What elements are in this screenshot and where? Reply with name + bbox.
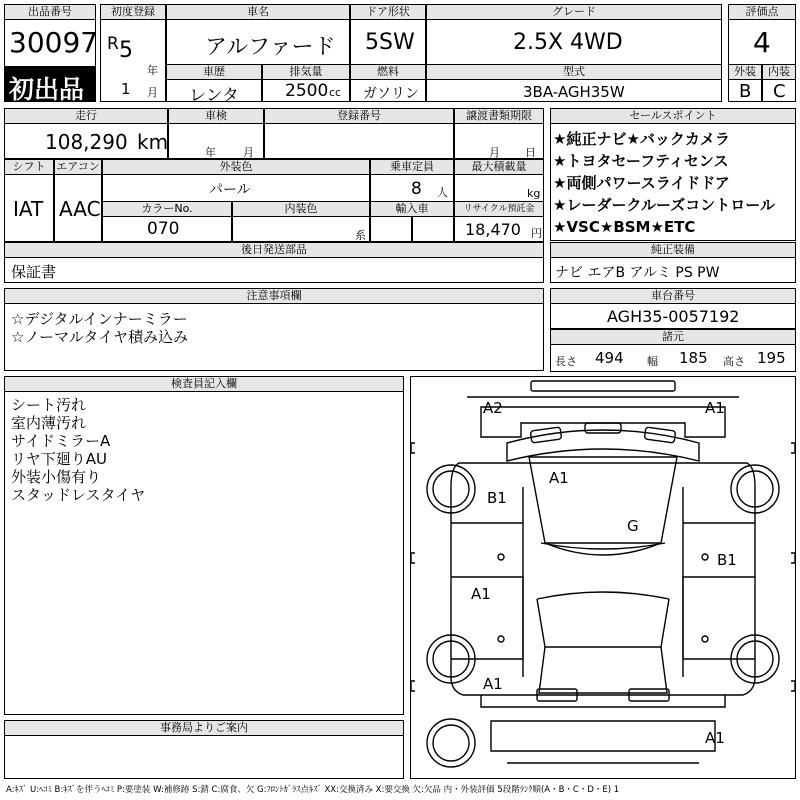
- first-listing-badge: [4, 66, 96, 102]
- width: 185: [679, 349, 708, 367]
- inspector-item: 室内薄汚れ: [11, 414, 87, 432]
- damage-mark: A1: [705, 729, 725, 747]
- km-unit: km: [137, 130, 169, 154]
- color-no-header: カラーNo.: [102, 201, 232, 217]
- selling-point: ★トヨタセーフティセンス: [553, 152, 729, 170]
- car-name-cell: [166, 19, 350, 65]
- lot-number-cell: [4, 19, 99, 67]
- inspector-item: リヤ下廻りAU: [11, 450, 107, 468]
- int-color-unit: 系: [355, 229, 366, 242]
- chassis-header: 車台番号: [550, 288, 796, 304]
- displacement-cell: [262, 79, 350, 102]
- insp-year-unit: 年: [205, 146, 216, 159]
- damage-mark: A1: [549, 469, 569, 487]
- selling-points-list: [550, 123, 796, 241]
- plate-header: 登録番号: [264, 108, 454, 124]
- car-name-header: 車名: [166, 4, 350, 20]
- exterior-header: 外装: [728, 64, 762, 80]
- later-parts-header: 後日発送部品: [4, 242, 544, 258]
- later-parts-cell: [4, 257, 544, 283]
- lot-number: 30097: [9, 26, 99, 59]
- equipment: ナビ エアB アルミ PS PW: [555, 265, 720, 281]
- transfer-cell: [454, 123, 544, 159]
- first-listing-label: 初出品: [9, 75, 85, 104]
- transfer-header: 譲渡書類期限: [454, 108, 544, 124]
- length-label: 長さ: [555, 355, 577, 368]
- width-label: 幅: [647, 355, 658, 368]
- history: レンタ: [189, 86, 239, 106]
- damage-mark: A1: [483, 675, 503, 693]
- interior-cell: [762, 79, 796, 102]
- selling-point: ★VSC★BSM★ETC: [553, 218, 696, 236]
- shift-header: シフト: [4, 159, 54, 175]
- fuel: ガソリン: [363, 86, 419, 102]
- note-item: ☆デジタルインナーミラー: [11, 310, 188, 328]
- int-color-header: 内装色: [232, 201, 370, 217]
- inspection-cell: [168, 123, 264, 159]
- chassis-number: AGH35-0057192: [607, 307, 740, 326]
- inspector-notes: [4, 391, 404, 715]
- mileage-cell: [4, 123, 168, 159]
- score-header: 評価点: [728, 4, 796, 20]
- reg-date-header: 初度登録: [100, 4, 166, 20]
- ac-header: エアコン: [54, 159, 102, 175]
- capacity-cell: [370, 174, 454, 202]
- mileage-header: 走行: [4, 108, 168, 124]
- office-cell: [4, 735, 404, 779]
- inspector-header: 検査員記入欄: [4, 376, 404, 392]
- ext-color-cell: [102, 174, 370, 202]
- color-no-cell: [102, 216, 232, 242]
- max-load-unit: kg: [527, 187, 541, 200]
- notes-cell: [4, 303, 544, 371]
- displacement: 2500: [285, 81, 329, 101]
- legend: A:ｷｽﾞ U:ﾍｺﾐ B:ｷｽﾞを伴うﾍｺﾐ P:要塗装 W:補修跡 S:錆 C:腐食、欠 G:ﾌﾛﾝﾄｶﾞﾗｽ点ｷｽﾞ XX:交換済み X:要交換 欠:欠品 内・外装評価 5段階ﾗﾝｸ順(A・B・C・D・E) 1: [6, 785, 620, 795]
- specs-header: 諸元: [550, 329, 796, 345]
- import-cell-b: [412, 216, 454, 242]
- history-header: 車歴: [166, 64, 262, 80]
- inspector-item: スタッドレスタイヤ: [11, 486, 146, 504]
- import-header: 輸入車: [370, 201, 454, 217]
- model-code: 3BA-AGH35W: [523, 83, 625, 101]
- capacity-unit: 人: [437, 186, 448, 199]
- shift-cell: [4, 174, 54, 242]
- recycle-fee: 18,470: [465, 220, 521, 239]
- damage-mark: B1: [717, 551, 737, 569]
- selling-point: ★レーダークルーズコントロール: [553, 196, 775, 214]
- ext-color: パール: [209, 182, 251, 198]
- selling-point: ★純正ナビ★バックカメラ: [553, 130, 730, 148]
- interior-grade: C: [773, 81, 786, 102]
- score-cell: [728, 19, 796, 65]
- car-outline-diagram: [411, 377, 795, 778]
- exterior-grade: B: [739, 81, 752, 102]
- recycle-header: リサイクル預託金: [454, 201, 544, 217]
- door-type: 5SW: [365, 30, 415, 55]
- damage-mark: A1: [471, 585, 491, 603]
- height: 195: [757, 349, 786, 367]
- shift: IAT: [13, 197, 44, 221]
- equipment-cell: [550, 257, 796, 283]
- inspector-item: サイドミラーA: [11, 432, 111, 450]
- model-cell: [426, 79, 722, 102]
- fuel-cell: [350, 79, 426, 102]
- equipment-header: 純正装備: [550, 242, 796, 258]
- reg-date-cell: [100, 19, 166, 102]
- insp-month-unit: 月: [243, 146, 254, 159]
- score: 4: [753, 26, 771, 59]
- ac-cell: [54, 174, 102, 242]
- transfer-day-unit: 日: [525, 146, 536, 159]
- interior-header: 内装: [762, 64, 796, 80]
- door-cell: [350, 19, 426, 65]
- inspection-header: 車検: [168, 108, 264, 124]
- displacement-header: 排気量: [262, 64, 350, 80]
- reg-year-unit: 年: [147, 64, 158, 77]
- chassis-cell: [550, 303, 796, 329]
- grade-cell: [426, 19, 722, 65]
- recycle-cell: [454, 216, 544, 242]
- mileage: 108,290: [45, 130, 128, 154]
- car-name: アルファード: [205, 35, 336, 60]
- damage-mark: A2: [483, 399, 503, 417]
- ext-color-header: 外装色: [102, 159, 370, 175]
- max-load-header: 最大積載量: [454, 159, 544, 175]
- inspector-item: 外装小傷有り: [11, 468, 102, 486]
- selling-points-header: セールスポイント: [550, 108, 796, 124]
- int-color-cell: [232, 216, 370, 242]
- transfer-month-unit: 月: [489, 146, 500, 159]
- length: 494: [595, 349, 624, 367]
- damage-diagram: [410, 376, 796, 779]
- office-header: 事務局よりご案内: [4, 720, 404, 736]
- grade-header: グレード: [426, 4, 722, 20]
- selling-point: ★両側パワースライドドア: [553, 174, 730, 192]
- lot-number-header: 出品番号: [4, 4, 96, 20]
- capacity: 8: [411, 179, 422, 199]
- reg-year: 5: [119, 38, 133, 63]
- reg-month-unit: 月: [147, 86, 158, 99]
- reg-month: 1: [121, 80, 131, 98]
- damage-mark: A1: [705, 399, 725, 417]
- later-parts: 保証書: [11, 263, 57, 281]
- height-label: 高さ: [723, 355, 745, 368]
- ac: AAC: [59, 197, 101, 221]
- door-header: ドア形状: [350, 4, 426, 20]
- cc-unit: cc: [329, 86, 342, 99]
- specs-cell: [550, 344, 796, 372]
- import-cell-a: [370, 216, 412, 242]
- note-item: ☆ノーマルタイヤ積み込み: [11, 328, 189, 346]
- plate-cell: [264, 123, 454, 159]
- grade: 2.5X 4WD: [513, 30, 623, 55]
- capacity-header: 乗車定員: [370, 159, 454, 175]
- reg-era: R: [107, 34, 119, 54]
- fuel-header: 燃料: [350, 64, 426, 80]
- max-load-cell: [454, 174, 544, 202]
- inspector-item: シート汚れ: [11, 396, 87, 414]
- damage-mark: G: [627, 517, 639, 535]
- exterior-cell: [728, 79, 762, 102]
- model-header: 型式: [426, 64, 722, 80]
- yen-unit: 円: [531, 227, 542, 240]
- damage-mark: B1: [487, 489, 507, 507]
- notes-header: 注意事項欄: [4, 288, 544, 304]
- color-no: 070: [147, 219, 180, 239]
- history-cell: [166, 79, 262, 106]
